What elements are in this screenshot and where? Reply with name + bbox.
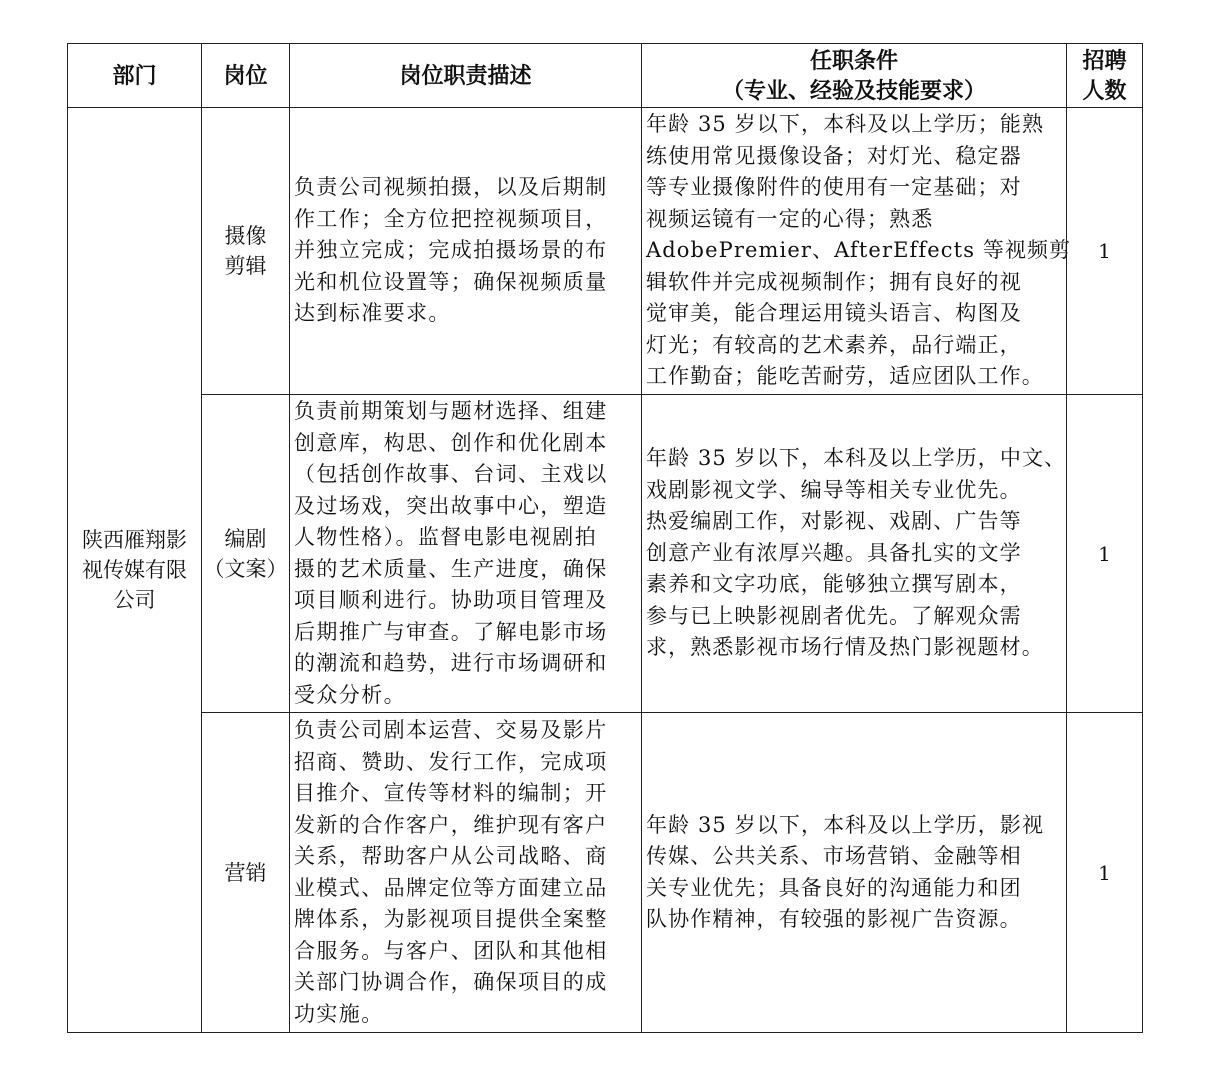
duties-cell bbox=[290, 713, 642, 1033]
duties-line: 发新的合作客户，维护现有客户 bbox=[294, 812, 608, 837]
position-line: （文案） bbox=[203, 556, 288, 581]
position-line: 摄像 bbox=[224, 224, 267, 248]
duties-line: 项目顺利进行。协助项目管理及 bbox=[294, 588, 608, 612]
header-count-line1: 招聘 bbox=[1082, 47, 1127, 74]
requirements-line: 年龄 35 岁以下，本科及以上学历；能熟 bbox=[646, 112, 1045, 137]
count-cell: 1 bbox=[1067, 713, 1143, 1033]
duties-line: （包括创作故事、台词、主戏以 bbox=[294, 462, 608, 486]
duties-line: 创意库，构思、创作和优化剧本 bbox=[294, 430, 608, 455]
position-line: 剪辑 bbox=[224, 254, 267, 278]
duties-line: 招商、赞助、发行工作，完成项 bbox=[294, 749, 608, 774]
table-row bbox=[68, 713, 1143, 1033]
position-cell bbox=[202, 395, 290, 713]
requirements-line: 戏剧影视文学、编导等相关专业优先。 bbox=[646, 477, 1022, 502]
department-cell bbox=[68, 108, 202, 1033]
duties-line: 牌体系，为影视项目提供全案整 bbox=[294, 907, 608, 931]
header-dept: 部门 bbox=[68, 44, 202, 108]
department-line: 视传媒有限 bbox=[82, 558, 187, 582]
duties-line: 合服务。与客户、团队和其他相 bbox=[294, 938, 608, 963]
duties-line: 负责公司视频拍摄，以及后期制 bbox=[294, 175, 608, 200]
duties-line: 负责前期策划与题材选择、组建 bbox=[294, 399, 608, 423]
duties-line: 达到标准要求。 bbox=[294, 301, 451, 326]
position-cell bbox=[202, 108, 290, 395]
requirements-line: 热爱编剧工作，对影视、戏剧、广告等 bbox=[646, 509, 1022, 534]
duties-cell bbox=[290, 395, 642, 713]
count-cell: 1 bbox=[1067, 108, 1143, 395]
requirements-line: 灯光；有较高的艺术素养，品行端正， bbox=[646, 332, 1022, 357]
header-requirements bbox=[642, 44, 1067, 108]
duties-line: 负责公司剧本运营、交易及影片 bbox=[294, 718, 608, 742]
requirements-line: 视频运镜有一定的心得；熟悉 bbox=[646, 206, 934, 231]
position-line: 编剧 bbox=[224, 526, 267, 551]
requirements-line: 队协作精神，有较强的影视广告资源。 bbox=[646, 907, 1022, 931]
requirements-line: 素养和文字功底，能够独立撰写剧本， bbox=[646, 572, 1022, 597]
requirements-cell bbox=[642, 108, 1072, 395]
duties-line: 功实施。 bbox=[294, 1001, 384, 1026]
header-requirements-line1: 任职条件 bbox=[809, 47, 898, 74]
requirements-line: 关专业优先；具备良好的沟通能力和团 bbox=[646, 875, 1022, 900]
duties-line: 作工作；全方位把控视频项目， bbox=[294, 206, 608, 231]
duties-line: 业模式、品牌定位等方面建立品 bbox=[294, 875, 608, 900]
requirements-line: 参与已上映影视剧者优先。了解观众需 bbox=[646, 603, 1022, 628]
department-line: 陕西雁翔影 bbox=[82, 528, 187, 552]
duties-line: 关部门协调合作，确保项目的成 bbox=[294, 970, 608, 994]
header-count-line2: 人数 bbox=[1082, 77, 1127, 104]
requirements-line: 年龄 35 岁以下，本科及以上学历，影视 bbox=[646, 812, 1045, 837]
duties-line: 受众分析。 bbox=[294, 682, 406, 707]
position-cell bbox=[202, 713, 290, 1033]
header-position: 岗位 bbox=[202, 44, 290, 108]
department-line: 公司 bbox=[113, 588, 156, 612]
requirements-line: 练使用常见摄像设备；对灯光、稳定器 bbox=[646, 143, 1022, 168]
duties-line: 光和机位设置等；确保视频质量 bbox=[294, 269, 608, 294]
requirements-line: AdobePremier、AfterEffects 等视频剪 bbox=[646, 238, 1072, 263]
requirements-line: 等专业摄像附件的使用有一定基础；对 bbox=[646, 175, 1022, 200]
duties-line: 人物性格）。监督电影电视剧拍 bbox=[294, 525, 598, 549]
requirements-line: 年龄 35 岁以下，本科及以上学历，中文、 bbox=[646, 446, 1067, 471]
table-row bbox=[68, 395, 1143, 713]
requirements-cell bbox=[642, 395, 1067, 713]
header-duties: 岗位职责描述 bbox=[290, 44, 642, 108]
requirements-line: 辑软件并完成视频制作；拥有良好的视 bbox=[646, 269, 1022, 294]
duties-line: 关系，帮助客户从公司战略、商 bbox=[294, 844, 608, 868]
header-count bbox=[1067, 44, 1143, 108]
duties-line: 及过场戏，突出故事中心，塑造 bbox=[294, 493, 608, 518]
duties-line: 目推介、宣传等材料的编制；开 bbox=[294, 781, 608, 805]
position-line: 营销 bbox=[224, 860, 267, 885]
requirements-cell bbox=[642, 713, 1067, 1033]
duties-line: 的潮流和趋势，进行市场调研和 bbox=[294, 651, 608, 675]
requirements-line: 求，熟悉影视市场行情及热门影视题材。 bbox=[646, 635, 1044, 660]
recruitment-table bbox=[67, 43, 1143, 1033]
header-requirements-line2: （专业、经验及技能要求） bbox=[721, 77, 986, 104]
duties-line: 摄的艺术质量、生产进度，确保 bbox=[294, 556, 608, 581]
count-cell: 1 bbox=[1067, 395, 1143, 713]
requirements-line: 传媒、公共关系、市场营销、金融等相 bbox=[646, 844, 1022, 868]
requirements-line: 创意产业有浓厚兴趣。具备扎实的文学 bbox=[646, 540, 1022, 565]
duties-line: 并独立完成；完成拍摄场景的布 bbox=[294, 238, 608, 263]
duties-line: 后期推广与审查。了解电影市场 bbox=[294, 619, 608, 644]
requirements-line: 觉审美，能合理运用镜头语言、构图及 bbox=[646, 301, 1022, 326]
duties-cell bbox=[290, 108, 642, 395]
table-row bbox=[68, 108, 1143, 395]
requirements-line: 工作勤奋；能吃苦耐劳，适应团队工作。 bbox=[646, 364, 1044, 389]
header-row bbox=[68, 44, 1143, 108]
